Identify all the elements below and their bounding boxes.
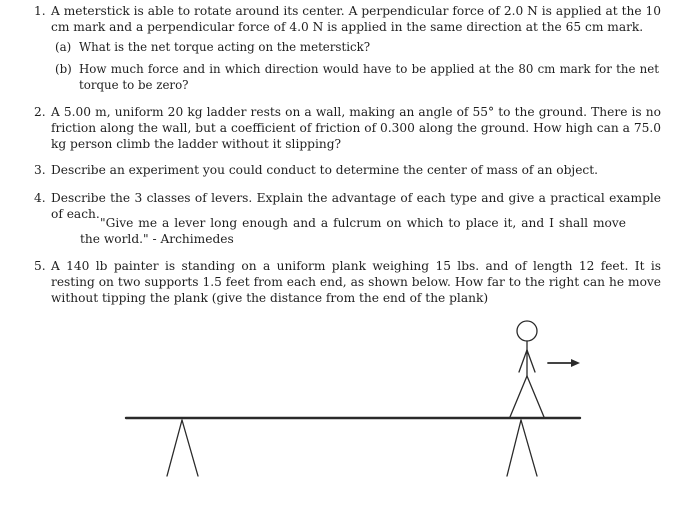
problem-number: 4. bbox=[34, 191, 46, 205]
problem-text: Describe an experiment you could conduct to determine the center of mass of an object. bbox=[51, 163, 599, 177]
problem-number: 3. bbox=[34, 163, 46, 177]
part-text: How much force and in which direction would have to be applied at the 80 cm mark for the net torque to be zero? bbox=[79, 62, 659, 92]
painter-arm-right bbox=[527, 350, 535, 372]
painter-figure bbox=[510, 321, 544, 417]
part-text: What is the net torque acting on the meterstick? bbox=[79, 40, 371, 54]
painter-arm-left bbox=[519, 350, 527, 372]
problem-text: A 140 lb painter is standing on a uniform plank weighing 15 lbs. and of length 12 feet. It is resting on two supports 1.5 feet from each end, as shown below. How far to the right can he move without tipping the plank (give the distance from the end of the plank) bbox=[51, 259, 661, 305]
problem-number: 1. bbox=[34, 4, 46, 18]
archimedes-quote: "Give me a lever long enough and a fulcrum on which to place it, and I shall move the world." - Archimedes bbox=[80, 216, 626, 246]
painter-leg-left bbox=[510, 376, 527, 417]
part-label: (b) bbox=[55, 62, 72, 76]
painter-leg-right bbox=[527, 376, 544, 417]
direction-arrow-icon bbox=[548, 359, 580, 367]
problem-text: Describe the 3 classes of levers. Explain the advantage of each type and give a practical example of each. bbox=[51, 191, 661, 221]
problem-number: 2. bbox=[34, 105, 46, 119]
problem-text: A meterstick is able to rotate around its center. A perpendicular force of 2.0 N is applied at the 10 cm mark and a perpendicular force of 4.0 N is applied in the same direction at the 65 cm mark. bbox=[51, 4, 661, 34]
right-support bbox=[507, 420, 537, 476]
problem-text: A 5.00 m, uniform 20 kg ladder rests on a wall, making an angle of 55° to the ground. There is no friction along the wall, but a coefficient of friction of 0.300 along the ground. How high can a 75.0 kg person climb the ladder without it slipping? bbox=[51, 105, 661, 151]
part-label: (a) bbox=[55, 40, 72, 54]
left-support bbox=[167, 420, 198, 476]
problem-number: 5. bbox=[34, 259, 46, 273]
painter-head bbox=[517, 321, 537, 341]
